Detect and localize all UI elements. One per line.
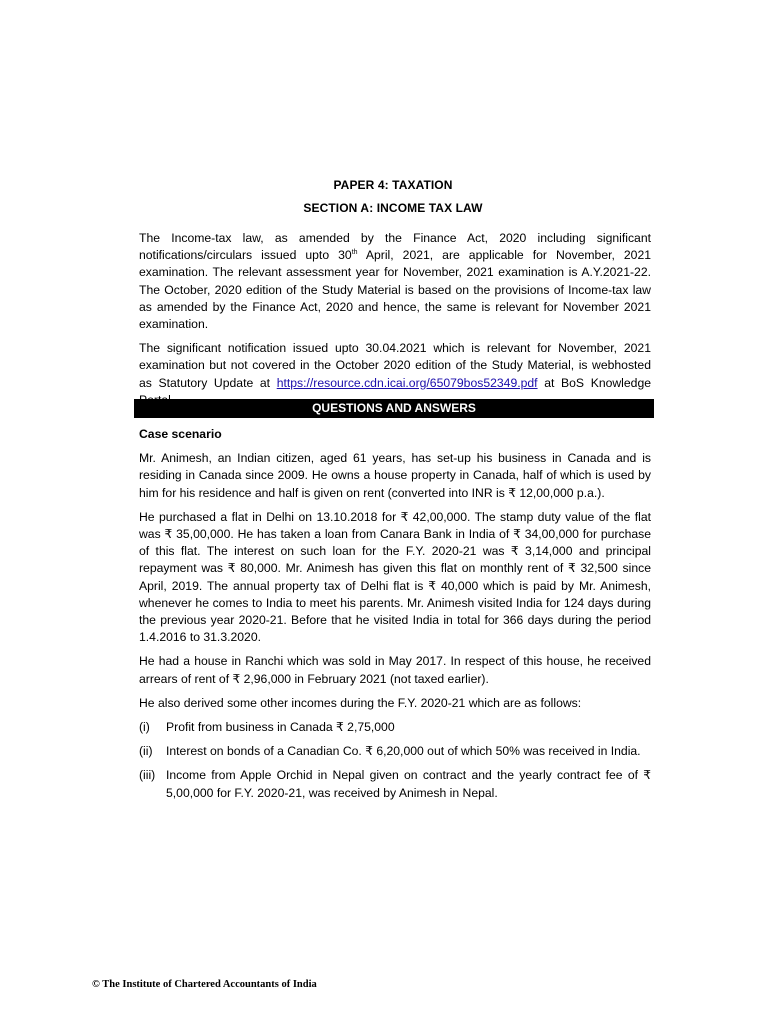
case-paragraph-1: Mr. Animesh, an Indian citizen, aged 61 years, has set-up his business in Canada and is residing in Canada since 2009. He owns a house property in Canada, half of which is used by him for his residence and half is given on rent (converted into INR is ₹ 12,00,000 p.a.). (139, 451, 651, 500)
case-paragraph-3: He had a house in Ranchi which was sold in May 2017. In respect of this house, he received arrears of rent of ₹ 2,96,000 in February 2021 (not taxed earlier). (139, 654, 651, 686)
intro-paragraph-2: The significant notification issued upto 30.04.2021 which is relevant for November, 2021 examination but not covered in the October 2020 edition of the Study Material, is webhosted as Statutory Update at https://resource.cdn.icai.org/65079bos52349.pdf at BoS Knowledge (139, 341, 652, 390)
questions-answers-bar: QUESTIONS AND ANSWERS (134, 399, 654, 418)
intro-block (139, 230, 651, 409)
paper-title: PAPER 4: TAXATION (333, 178, 453, 192)
section-title: SECTION A: INCOME TAX LAW (303, 201, 483, 215)
case-paragraph-4: He also derived some other incomes during the F.Y. 2020-21 which are as follows: (139, 695, 582, 710)
case-paragraph-2: He purchased a flat in Delhi on 13.10.2018 for ₹ 42,00,000. The stamp duty value of the flat was ₹ 35,00,000. He has taken a loan from Canara Bank in India of ₹ 34,00,000 for purchase of this flat. The interest on such loan for the F.Y. 2020-21 was ₹ 3,14,000 and principal repayment was ₹ 80,000. Mr. Animesh has given this flat on monthly rent of ₹ 32,500 since April, 2019. The annual property tax of Delhi flat is ₹ 40,000 which is paid by Mr. Animesh, whenever he comes to India to meet his parents. Mr. Animesh visited India for 124 days during the previous year 2020-21. Before that he visited India in total for 366 days during the period 1.4.2016 to 31.3.2020. (139, 509, 651, 645)
case-scenario-title: Case scenario (139, 427, 222, 441)
statutory-update-link[interactable]: https://resource.cdn.icai.org/65079bos52349.pdf (276, 375, 538, 390)
page-footer: © The Institute of Chartered Accountants of India (92, 979, 317, 990)
list-item: (ii) Interest on bonds of a Canadian Co. ₹ 6,20,000 out of which 50% was received in India. (139, 744, 641, 759)
list-item: (i) Profit from business in Canada ₹ 2,75,000 (139, 720, 395, 735)
intro-paragraph-1: The Income-tax law, as amended by the Finance Act, 2020 including significant notifications/circulars issued upto 30th April, 2021, are applicable for November, 2021 examination. The relevant assessment year for November, 2021 examination is A.Y.2021-22. The October, 2020 edition of the Study Material is based on the provisions of Income-tax law as amended by the Finance Act, 2020 and hence, the same is relevant for November 2021 examination. (139, 231, 652, 332)
case-scenario-block (139, 426, 651, 802)
list-item: (iii) Income from Apple Orchid in Nepal given on contract and the yearly contract fee of ₹ 5,00,000 for F.Y. 2020-21, was received by Animesh in Nepal. (139, 768, 651, 800)
